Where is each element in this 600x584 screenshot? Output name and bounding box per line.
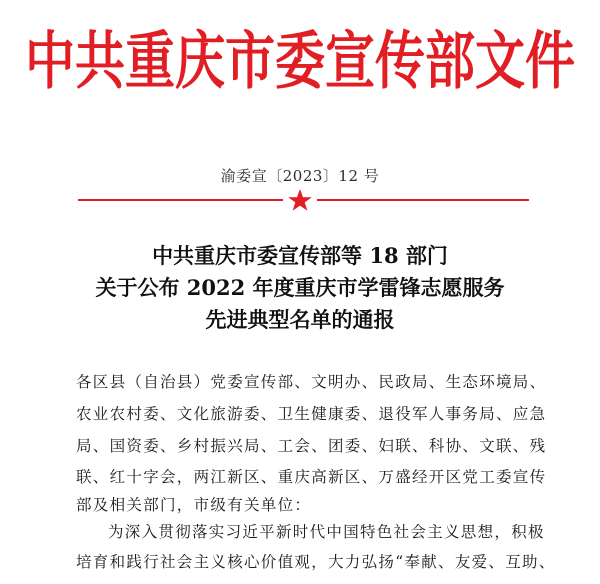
header-divider-right bbox=[317, 199, 529, 201]
header-divider-left bbox=[78, 199, 283, 201]
addressee-line-5: 部及相关部门，市级有关单位： bbox=[76, 496, 312, 514]
addressee-line-4: 联、红十字会，两江新区、重庆高新区、万盛经开区党工委宣传 bbox=[76, 468, 547, 486]
star-icon bbox=[287, 188, 313, 212]
notice-title-line-2: 关于公布 2022 年度重庆市学雷锋志愿服务 bbox=[95, 275, 505, 300]
addressee-line-2: 农业农村委、文化旅游委、卫生健康委、退役军人事务局、应急 bbox=[76, 405, 547, 423]
addressee-line-1: 各区县（自治县）党委宣传部、文明办、民政局、生态环境局、 bbox=[76, 373, 547, 391]
notice-title-line-3: 先进典型名单的通报 bbox=[205, 307, 395, 332]
body-paragraph-line-2: 培育和践行社会主义核心价值观，大力弘扬“奉献、友爱、互助、 bbox=[76, 553, 556, 571]
addressee-line-3: 局、国资委、乡村振兴局、工会、团委、妇联、科协、文联、残 bbox=[76, 437, 547, 455]
document-header-title: 中共重庆市委宣传部文件 bbox=[25, 23, 575, 98]
notice-title-line-1: 中共重庆市委宣传部等 18 部门 bbox=[152, 243, 448, 268]
document-number: 渝委宣〔2023〕12 号 bbox=[220, 167, 380, 185]
body-paragraph-line-1: 为深入贯彻落实习近平新时代中国特色社会主义思想，积极 bbox=[108, 523, 545, 541]
